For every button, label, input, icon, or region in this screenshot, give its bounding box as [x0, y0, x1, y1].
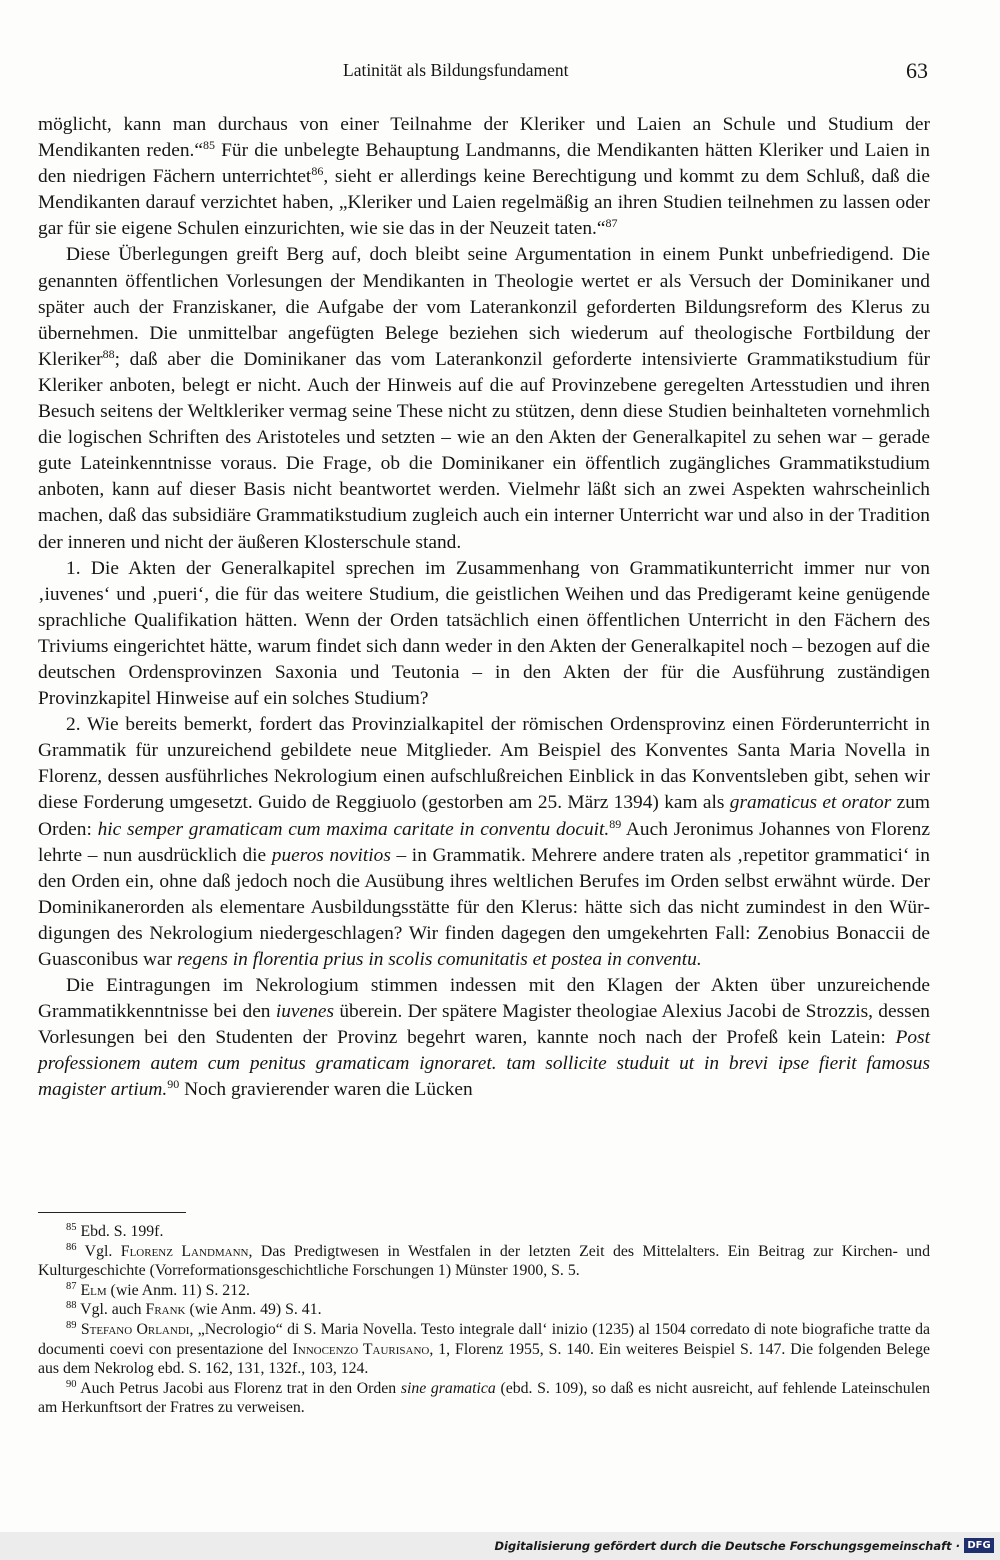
- footnote-ref[interactable]: 85: [202, 138, 215, 153]
- footnote: $^{87}$ Elm (wie Anm. 11) S. 212.: [66, 1280, 250, 1299]
- page-number: 63: [906, 58, 928, 83]
- paragraph: Diese Überlegungen greift Berg auf, doch bleibt seine Argumentation in einem Punkt unbefriedigend. Die genannten öffentlichen Vorlesungen der Mendikanten in Theologie wertet er als Versuch der Dominikaner und später auch der Franziskaner, die Aufgabe der vom Laterankonzil geforderten Bildungsreform des Klerus zu übernehmen. Die unmittelbar angefügten Belege beziehen sich wiederum auf theologische Fortbildung der Kleriker$^{88}$; daß aber die Dominikaner das vom Laterankonzil geforderte intensivierte Grammatikstudium für Kleriker anboten, belegt er nicht. Auch der Hinweis auf die auf Provinzebene geregelten Artesstudien und ihren Besuch seitens der Weltkleriker vermag seine These nicht zu stützen, denn diese Studien beinhalteten vornehmlich die logischen Schriften des Aristoteles und setzten – wie an den Akten der Generalkapitel zu sehen war – gerade gute Lateinkenntnisse voraus. Die Frage, ob die Dominikaner ein öffentlich zugängliches Grammatikstudium anboten, kann auf dieser Basis nicht beantwortet werden. Vielmehr läßt sich an zwei Aspekten wahrscheinlich machen, daß das subsidiäre Grammatikstudium zugleich auch ein interner Unterricht war und also in der Tradition der inneren und nicht der äußeren Klosterschule stand.: [38, 244, 930, 553]
- footnote-ref[interactable]: 89: [609, 816, 622, 831]
- digitization-credit: Digitalisierung gefördert durch die Deutsche Forschungsgemeinschaft ·: [494, 1539, 960, 1553]
- footnote: $^{85}$ Ebd. S. 199f.: [66, 1222, 164, 1240]
- footnote-divider: [38, 1212, 186, 1213]
- dfg-logo: DFG: [964, 1538, 994, 1553]
- footnote-ref[interactable]: 86: [311, 164, 324, 179]
- digitization-footer: [0, 1532, 1000, 1560]
- footnote: $^{90}$ Auch Petrus Jacobi aus Florenz trat in den Orden sine gramatica (ebd. S. 109), so daß es nicht ausreicht, auf fehlende Lateinschulen am Herkunftsort der Fratres zu verweisen.: [38, 1378, 930, 1417]
- footnote-ref[interactable]: 87: [605, 216, 618, 231]
- body-text: [38, 112, 930, 1104]
- paragraph: Die Eintragungen im Nekrologium stimmen indessen mit den Klagen der Akten über unzureichende Grammatikkenntnisse bei den iuvenes überein. Der spätere Magister theologiae Alexius Jacobi de Strozzis, dessen Vorlesungen bei den Studenten der Provinz begehrt waren, kannte noch nach der Profeß kein Latein: Post professionem autem cum penitus gramaticam ignoraret. tam sollicite studuit ut in brevi ipse fierit famosus magister artium.$^{90}$ Noch gravierender waren die Lücken: [38, 975, 931, 1101]
- footnotes: [38, 1222, 930, 1418]
- footnote: $^{86}$ Vgl. Florenz Landmann, Das Predigtwesen in Westfalen in der letzten Zeit des Mittelalters. Ein Beitrag zur Kirchen- und Kulturgeschichte (Vorreformationsgeschichtliche Forschungen 1) Münster 1900, S. 5.: [38, 1241, 930, 1280]
- footnote: $^{88}$ Vgl. auch Frank (wie Anm. 49) S. 41.: [66, 1300, 322, 1319]
- paragraph: möglicht, kann man durchaus von einer Teilnahme der Kleriker und Laien an Schule und Studium der Mendikanten reden.“$^{85}$ Für die unbelegte Behauptung Landmanns, die Mendikanten hätten Kleriker und Laien in den niedrigen Fächern unterrichtet$^{86}$, sieht er allerdings keine Berechtigung und kommt zu dem Schluß, daß die Mendikanten darauf verzichtet haben, „Kleriker und Laien regelmäßig an ihren Studien teilnehmen zu lassen oder gar für sie eigene Schulen einzurichten, wie sie das in der Neuzeit taten.“$^{87}$: [38, 114, 931, 240]
- paragraph: 2. Wie bereits bemerkt, fordert das Provinzialkapitel der römischen Ordensprovinz einen Förderunterricht in Grammatik für unzureichend gebildete neue Mitglieder. Am Beispiel des Konventes Santa Maria Novella in Florenz, dessen ausführliches Nekrologium einen aufschlußreichen Einblick in das Konventsleben gibt, sehen wir diese Forderung umgesetzt. Guido de Reggiuolo (gestorben am 25. März 1394) kam als gramaticus et orator zum Orden: hic semper gramaticam cum maxima caritate in conventu docuit.$^{89}$ Auch Jeronimus Johannes von Florenz lehrte – nun ausdrücklich die pueros novitios – in Grammatik. Mehrere andere traten als ‚repetitor grammatici‘ in den Orden ein, ohne daß jedoch noch die Ausübung ihres weltlichen Berufes im Orden selbst erwähnt würde. Der Dominikanerorden als elementare Ausbildungsstätte für den Klerus: hätte sich das nicht zumindest in den Würdigungen des Nekrologium niedergeschlagen? Wir finden dagegen den umgekehrten Fall: Zenobius Bonaccii de Guasconibus war regens in florentia prius in scolis comunitatis et postea in conventu.: [38, 714, 930, 970]
- running-head: [38, 60, 928, 86]
- footnote-ref[interactable]: 90: [167, 1077, 180, 1092]
- footnote-ref[interactable]: 88: [102, 346, 115, 361]
- running-title: Latinität als Bildungsfundament: [343, 60, 569, 80]
- footnote: $^{89}$ Stefano Orlandi, „Necrologio“ di S. Maria Novella. Testo integrale dall‘ inizio (1235) al 1504 corredato di note biografiche tratte da documenti coevi con presentazione del Innocenzo Taurisano, 1, Florenz 1955, S. 140. Ein weiteres Beispiel S. 147. Die folgenden Belege aus dem Nekrolog ebd. S. 162, 131, 132f., 103, 124.: [38, 1319, 931, 1378]
- paragraph: 1. Die Akten der Generalkapitel sprechen im Zusammenhang von Grammatikunterricht immer nur von ‚iuvenes‘ und ‚pueri‘, die für das weitere Studium, die geistlichen Weihen und das Predigeramt keine genügende sprachliche Qualifikation hätten. Wenn der Orden tatsächlich einen öffentlichen Unterricht in den Fächern des Triviums eingerichtet hätte, warum findet sich dann weder in den Akten der Generalkapitel noch – bezogen auf die deutschen Ordensprovinzen Saxonia und Teutonia – in den Akten der für die Ausführung zuständigen Provinzkapitel Hinweise auf ein solches Studium?: [38, 557, 930, 710]
